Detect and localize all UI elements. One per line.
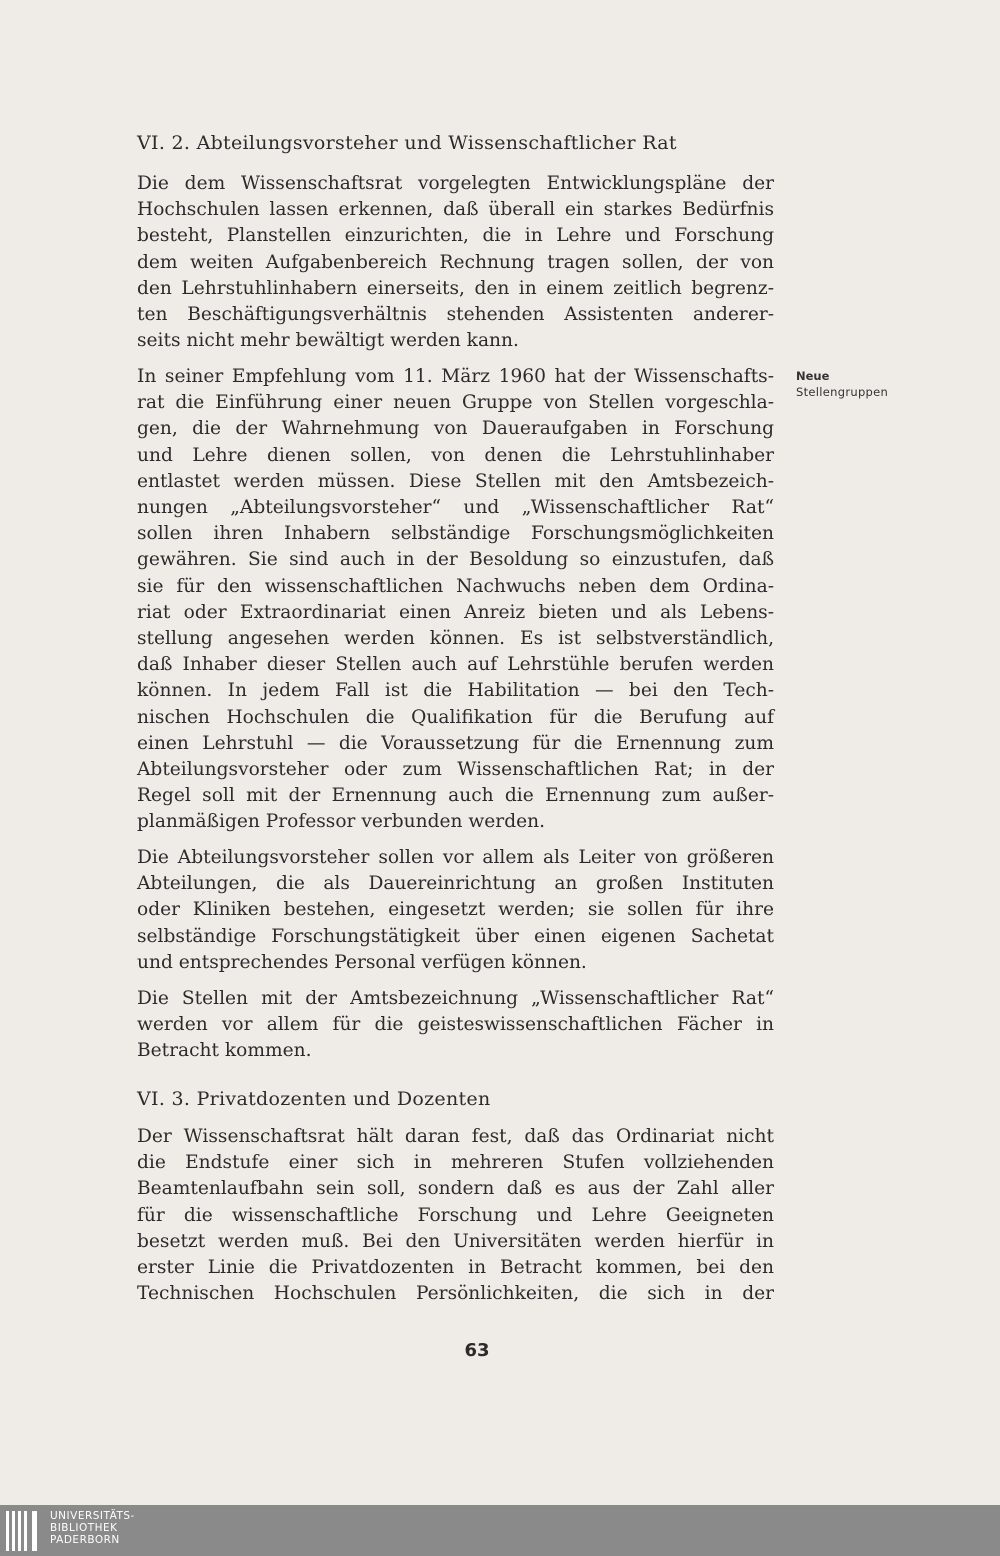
page-number: 63	[464, 1340, 490, 1361]
margin-note-title: Neue	[796, 369, 830, 383]
text-line: besteht, Planstellen einzurichten, die in Lehre und Forschung	[137, 225, 774, 247]
text-line: für die wissenschaftliche Forschung und Lehre Geeigneten	[137, 1204, 774, 1226]
text-line: In seiner Empfehlung vom 11. März 1960 hat der Wissenschafts-	[137, 366, 774, 387]
text-line: Regel soll mit der Ernennung auch die Ernennung zum außer-	[137, 785, 774, 807]
text-line: sie für den wissenschaftlichen Nachwuchs neben dem Ordina-	[137, 575, 774, 597]
text-line: ten Beschäftigungsverhältnis stehenden Assistenten anderer-	[137, 304, 774, 326]
text-line: erster Linie die Privatdozenten in Betracht kommen, bei den	[137, 1257, 774, 1279]
text-line: den Lehrstuhlinhabern einerseits, den in einem zeitlich begrenz-	[137, 277, 774, 299]
text-line: seits nicht mehr bewältigt werden kann.	[137, 330, 519, 352]
text-line: die Endstufe einer sich in mehreren Stufen vollziehenden	[137, 1152, 774, 1174]
paragraph-2	[137, 364, 774, 836]
text-line: einen Lehrstuhl — die Voraussetzung für die Ernennung zum	[137, 732, 774, 754]
text-line: planmäßigen Professor verbunden werden.	[137, 811, 545, 833]
text-line: Beamtenlaufbahn sein soll, sondern daß es aus der Zahl aller	[137, 1178, 774, 1200]
text-line: stellung angesehen werden können. Es ist selbstverständlich,	[137, 628, 774, 650]
text-line: Abteilungen, die als Dauereinrichtung an großen Instituten	[137, 873, 774, 895]
text-line: sollen ihren Inhabern selbständige Forschungsmöglichkeiten	[137, 523, 774, 545]
text-line: Die dem Wissenschaftsrat vorgelegten Entwicklungspläne der	[137, 173, 774, 194]
library-footer-bar	[0, 1505, 1000, 1556]
text-line: Abteilungsvorsteher oder zum Wissenschaftlichen Rat; in der	[137, 759, 774, 781]
text-line: und entsprechendes Personal verfügen können.	[137, 951, 587, 973]
text-line: besetzt werden muß. Bei den Universitäten werden hierfür in	[137, 1230, 774, 1252]
text-line: und Lehre dienen sollen, von denen die Lehrstuhlinhaber	[137, 444, 774, 466]
library-name-line: UNIVERSITÄTS-	[50, 1510, 135, 1522]
paragraph-3	[137, 845, 774, 976]
text-line: selbständige Forschungstätigkeit über einen eigenen Sachetat	[137, 925, 774, 947]
text-line: können. In jedem Fall ist die Habilitation — bei den Tech-	[137, 680, 774, 702]
margin-note	[796, 368, 888, 400]
text-line: oder Kliniken bestehen, eingesetzt werden; sie sollen für ihre	[137, 899, 774, 921]
library-name-line: BIBLIOTHEK	[50, 1522, 118, 1534]
text-line: Der Wissenschaftsrat hält daran fest, daß das Ordinariat nicht	[137, 1126, 774, 1147]
text-line: nischen Hochschulen die Qualifikation für die Berufung auf	[137, 706, 774, 728]
text-line: riat oder Extraordinariat einen Anreiz bieten und als Lebens-	[137, 601, 774, 623]
text-line: Betracht kommen.	[137, 1040, 312, 1062]
text-line: nungen „Abteilungsvorsteher“ und „Wissenschaftlicher Rat“	[137, 497, 774, 519]
library-name-line: PADERBORN	[50, 1534, 120, 1546]
text-line: Technischen Hochschulen Persönlichkeiten, die sich in der	[137, 1283, 774, 1305]
text-line: gewähren. Sie sind auch in der Besoldung so einzustufen, daß	[137, 549, 774, 571]
library-logo-icon	[6, 1511, 42, 1551]
text-line: Die Stellen mit der Amtsbezeichnung „Wissenschaftlicher Rat“	[137, 988, 774, 1009]
text-line: daß Inhaber dieser Stellen auch auf Lehrstühle berufen werden	[137, 654, 774, 676]
text-line: gen, die der Wahrnehmung von Daueraufgaben in Forschung	[137, 418, 774, 440]
library-name	[50, 1510, 135, 1546]
paragraph-4	[137, 986, 774, 1065]
margin-note-subtitle: Stellengruppen	[796, 385, 889, 399]
text-line: dem weiten Aufgabenbereich Rechnung tragen sollen, der von	[137, 251, 774, 273]
text-line: rat die Einführung einer neuen Gruppe von Stellen vorgeschla-	[137, 392, 774, 414]
paragraph-1	[137, 171, 774, 354]
paragraph-5	[137, 1124, 774, 1307]
section-heading-vi-3: VI. 3. Privatdozenten und Dozenten	[137, 1088, 491, 1110]
text-line: werden vor allem für die geisteswissenschaftlichen Fächer in	[137, 1014, 774, 1036]
text-line: Hochschulen lassen erkennen, daß überall ein starkes Bedürfnis	[137, 199, 774, 221]
text-line: Die Abteilungsvorsteher sollen vor allem als Leiter von größeren	[137, 847, 774, 868]
text-line: entlastet werden müssen. Diese Stellen mit den Amtsbezeich-	[137, 470, 774, 492]
section-heading-vi-2: VI. 2. Abteilungsvorsteher und Wissenschaftlicher Rat	[137, 132, 677, 154]
